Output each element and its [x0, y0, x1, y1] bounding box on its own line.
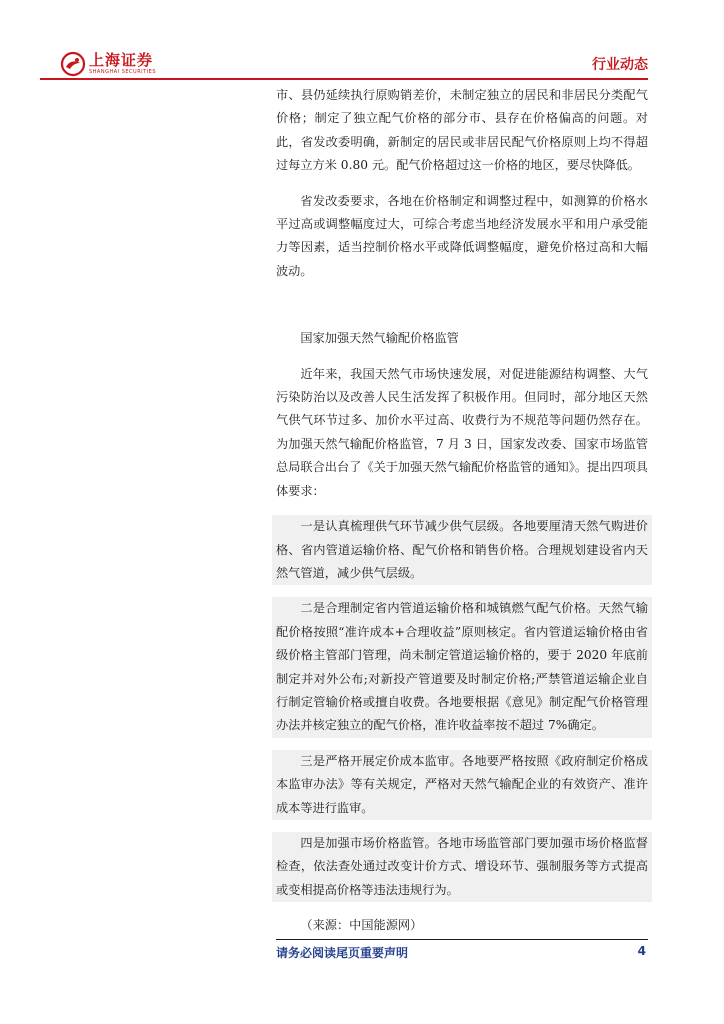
paragraph-requirement: 省发改委要求，各地在价格制定和调整过程中，如测算的价格水平过高或调整幅度过大，可综合考虑当地经济发展水平和用户承受能力等因素，适当控制价格水平或降低调整幅度，避免价格过高和大幅波动。: [276, 193, 648, 278]
footer-divider: [276, 939, 648, 940]
paragraph-intro: 近年来，我国天然气市场快速发展，对促进能源结构调整、大气污染防治以及改善人民生活发挥了积极作用。但同时，部分地区天然气供气环节过多、加价水平过高、收费行为不规范等问题仍然存在。为加强天然气输配价格监管，7 月 3 日，国家发改委、国家市场监管总局联合出台了《关于加强天然气输配价格监管的通知》。提出四项具体要求：: [276, 366, 648, 498]
header-divider: [40, 78, 648, 80]
report-section-title: 行业动态: [592, 57, 648, 73]
paragraph-item-3: 三是严格开展定价成本监审。各地要严格按照《政府制定价格成本监审办法》等有关规定，严格对天然气输配企业的有效资产、准许成本等进行监审。: [272, 750, 652, 820]
paragraph-item-1: 一是认真梳理供气环节减少供气层级。各地要厘清天然气购进价格、省内管道运输价格、配气价格和销售价格。合理规划建设省内天然气管道，减少供气层级。: [272, 515, 652, 585]
paragraph-item-2: 二是合理制定省内管道运输价格和城镇燃气配气价格。天然气输配价格按照“准许成本+合理收益”原则核定。省内管道运输价格由省级价格主管部门管理，尚未制定管道运输价格的，要于 2020 年底前制定并对外公布;对新投产管道要及时制定价格;严禁管道运输企业自行制定管输价格或擅自收费。各地要根据《意见》制定配气价格管理办法并核定独立的配气价格，准许收益率按不超过 7%确定。: [272, 597, 652, 737]
company-logo: [60, 50, 156, 78]
paragraph-item-4: 四是加强市场价格监管。各地市场监管部门要加强市场价格监督检查，依法查处通过改变计价方式、增设环节、强制服务等方式提高或变相提高价格等违法违规行为。: [272, 832, 652, 902]
paragraph-continued: 市、县仍延续执行原购销差价，未制定独立的居民和非居民分类配气价格；制定了独立配气价格的部分市、县存在价格偏高的问题。对此，省发改委明确，新制定的居民或非居民配气价格原则上均不得超过每立方米 0.80 元。配气价格超过这一价格的地区，要尽快降低。: [276, 88, 648, 173]
logo-english-name: SHANGHAI SECURITIES: [89, 69, 157, 75]
page-number: 4: [637, 944, 646, 958]
logo-emblem-icon: [60, 51, 86, 77]
disclaimer-notice: 请务必阅读尾页重要声明: [276, 946, 409, 960]
source-note: （来源：中国能源网）: [300, 918, 423, 933]
article-body: [276, 84, 648, 938]
logo-name: 上海证券: [89, 51, 154, 69]
page-header: [40, 50, 648, 80]
news-heading: 国家加强天然气输配价格监管: [300, 331, 459, 346]
